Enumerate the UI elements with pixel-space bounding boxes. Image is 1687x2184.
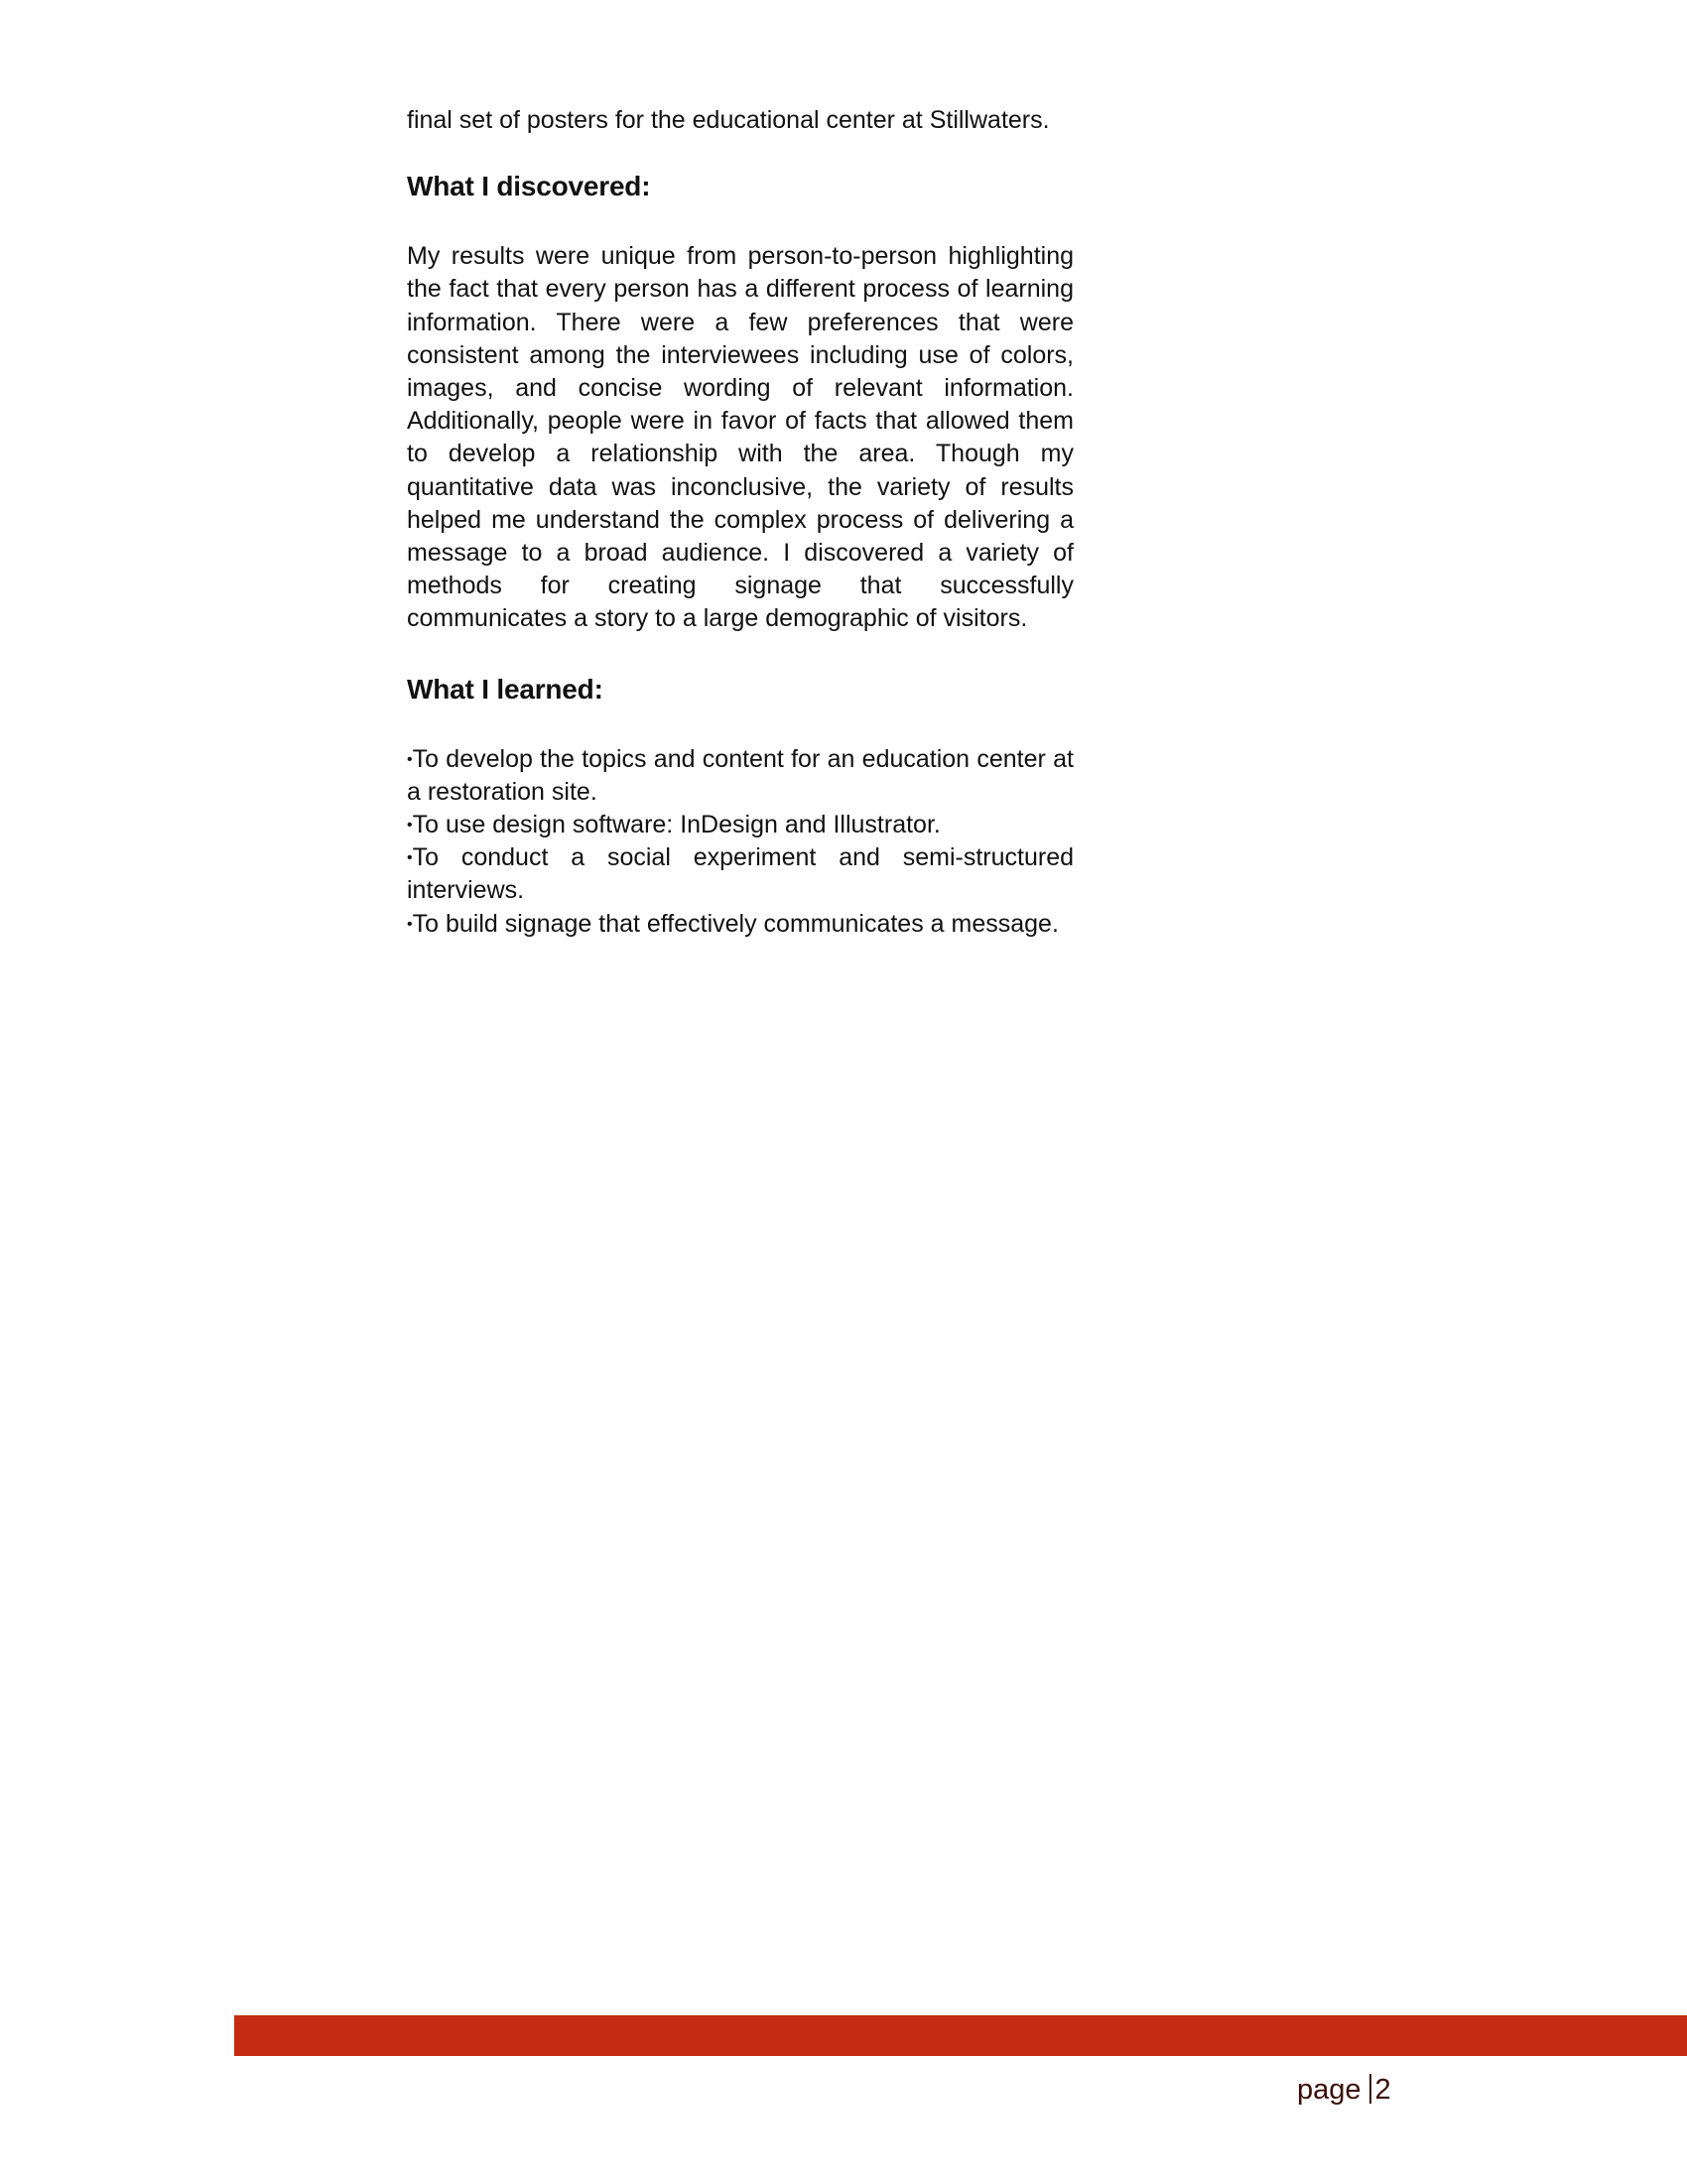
learned-item-text: To use design software: InDesign and Illustrator.: [412, 811, 941, 839]
page-number-value: 2: [1374, 2074, 1391, 2106]
learned-item-text: To conduct a social experiment and semi-structured interviews.: [407, 843, 1074, 905]
learned-item-text: To develop the topics and content for an education center at a restoration site.: [407, 744, 1074, 806]
learned-item: [407, 841, 1074, 907]
page-divider: [1369, 2074, 1371, 2104]
main-text-column: [407, 104, 1074, 941]
discovered-paragraph: My results were unique from person-to-person highlighting the fact that every person has a different process of learning information. There were a few preferences that were consistent among the interviewees including use of colors, images, and concise wording of relevant information. Additionally, people were in favor of facts that allowed them to develop a relationship with the area. Though my quantitative data was inconclusive, the variety of results helped me understand the complex process of delivering a message to a broad audience. I discovered a variety of methods for creating signage that successfully communicates a story to a large demographic of visitors.: [407, 242, 1074, 633]
learned-item: [407, 743, 1074, 809]
learned-heading: What I learned:: [407, 673, 603, 705]
bullet-icon: •: [407, 849, 413, 867]
footer-accent-bar: [234, 2015, 1687, 2056]
learned-item-text: To build signage that effectively communicates a message.: [412, 909, 1059, 938]
learned-list: [407, 743, 1074, 941]
intro-paragraph: final set of posters for the educational center at Stillwaters.: [407, 106, 1050, 134]
page-label: page: [1297, 2074, 1362, 2106]
page-number: [1297, 2072, 1391, 2108]
learned-item: [407, 908, 1074, 941]
bullet-icon: •: [407, 915, 413, 933]
learned-item: [407, 809, 1074, 841]
bullet-icon: •: [407, 750, 413, 768]
discovered-heading: What I discovered:: [407, 171, 651, 202]
bullet-icon: •: [407, 817, 413, 835]
